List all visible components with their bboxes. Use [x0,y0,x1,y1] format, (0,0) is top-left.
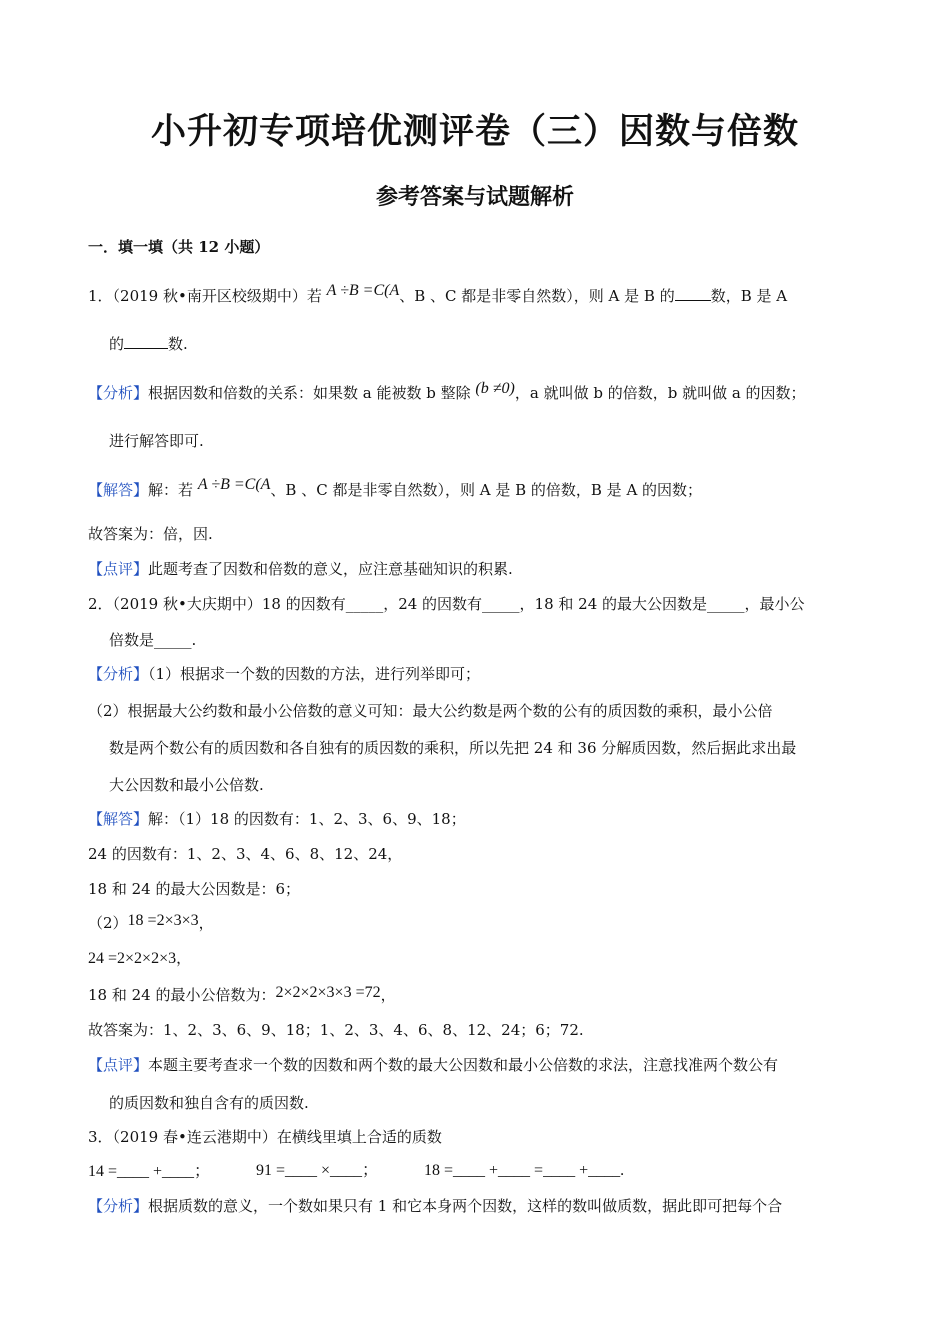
q1-line2-prefix: 的 [109,335,125,353]
q2-answer-text: 解：（1）18 的因数有：1、2、3、6、9、18； [148,810,466,828]
q1-expression: A ÷B =C(A [326,282,400,299]
q2-comment [88,1054,868,1076]
q1-line1 [88,282,868,308]
q2-answer-line6: 18 和 24 的最小公倍数为：2×2×2×3×3 =72， [88,984,396,1004]
analysis-tag: 【分析】 [88,384,149,402]
q1-text-mid2: 数，B 是 A [710,287,788,305]
q2-line1: 2．（2019 秋•大庆期中）18 的因数有_____，24 的因数有_____，18 和 24 的最大公因数是_____，最小公 [88,595,805,613]
q1-text-mid: 、B 、C 都是非零自然数），则 A 是 B 的 [399,287,675,305]
q3-equation-18: 18 =____ +____ =____ +____. [424,1162,625,1179]
q2-answer [88,808,868,830]
page-title: 小升初专项培优测评卷（三）因数与倍数 [150,111,799,152]
q1-answer-expression: A ÷B =C(A [197,476,271,493]
q2-lcm-label: 18 和 24 的最小公倍数为： [88,986,276,1004]
q2-analysis-line3: 数是两个数公有的质因数和各自独有的质因数的乘积，所以先把 24 和 36 分解质因数，然后据此求出最 [109,739,797,757]
q2-analysis-line4: 大公因数和最小公倍数. [109,776,264,794]
q2-lcm-expression: 2×2×2×3×3 =72 [275,984,381,1001]
q3-equation-14: 14 =____ +____； [88,1163,211,1180]
q3-equations [88,1160,868,1183]
q1-source: （2019 秋•南开区校级期中）若 [112,287,322,305]
q2-final-answer: 故答案为：1、2、3、6、9、18；1、2、3、4、6、8、12、24；6；72. [88,1021,584,1039]
q2-factorization-18: 18 =2×3×3 [127,912,199,929]
q3-analysis [88,1195,868,1217]
comment-tag: 【点评】 [88,1056,149,1074]
q3-analysis-text: 根据质数的意义，一个数如果只有 1 和它本身两个因数，这样的数叫做质数，据此即可把每个合 [148,1197,783,1215]
q1-analysis-expression: (b ≠0) [475,380,515,397]
q2-analysis [88,663,868,685]
q2-answer-step-label: （2） [88,914,128,932]
q1-blank-2[interactable] [124,334,168,349]
q2-line2: 倍数是_____. [109,631,197,649]
q2-analysis-text: （1）根据求一个数的因数的方法，进行列举即可； [148,665,481,683]
q1-analysis-text-2: ，a 就叫做 b 的倍数，b 就叫做 a 的因数； [514,384,806,402]
q3-line1: 3．（2019 春•连云港期中）在横线里填上合适的质数 [88,1128,442,1146]
q1-line2-suffix: 数. [168,335,188,353]
q1-blank-1[interactable] [675,286,711,301]
comment-tag: 【点评】 [88,560,149,578]
q3-equation-91: 91 =____ ×____； [256,1162,379,1179]
q1-number: 1． [88,287,113,305]
q2-answer-line5: 24 =2×2×2×3， [88,949,192,967]
section-heading: 一．填一填（共 12 小题） [88,238,270,256]
q2-comment-line2: 的质因数和独自含有的质因数. [109,1094,309,1112]
q2-answer-line4: （2）18 =2×3×3， [88,912,214,932]
q1-answer-text-2: 、B 、C 都是非零自然数），则 A 是 B 的倍数，B 是 A 的因数； [270,481,703,499]
q2-answer-line2: 24 的因数有：1、2、3、4、6、8、12、24， [88,845,403,863]
q1-analysis [88,382,868,405]
answer-tag: 【解答】 [88,810,149,828]
q1-comment-text: 此题考查了因数和倍数的意义，应注意基础知识的积累. [148,560,513,578]
q1-analysis-text: 根据因数和倍数的关系：如果数 a 能被数 b 整除 [148,384,471,402]
analysis-tag: 【分析】 [88,665,149,683]
q1-final-answer: 故答案为：倍，因. [88,525,213,543]
q1-line2 [109,333,889,355]
analysis-tag: 【分析】 [88,1197,149,1215]
page-subtitle: 参考答案与试题解析 [375,184,574,210]
q1-answer-text: 解：若 [148,481,194,499]
answer-tag: 【解答】 [88,481,149,499]
q1-comment [88,558,868,580]
q2-comment-text: 本题主要考查求一个数的因数和两个数的最大公因数和最小公倍数的求法，注意找准两个数公有 [148,1056,779,1074]
q1-analysis-line2: 进行解答即可. [109,432,204,450]
q1-answer [88,476,868,502]
q2-factorization-24: 24 =2×2×2×3 [88,950,177,967]
q2-answer-line3: 18 和 24 的最大公因数是：6； [88,880,301,898]
q2-analysis-line2: （2）根据最大公约数和最小公倍数的意义可知：最大公约数是两个数的公有的质因数的乘积，最小公倍 [88,702,773,720]
